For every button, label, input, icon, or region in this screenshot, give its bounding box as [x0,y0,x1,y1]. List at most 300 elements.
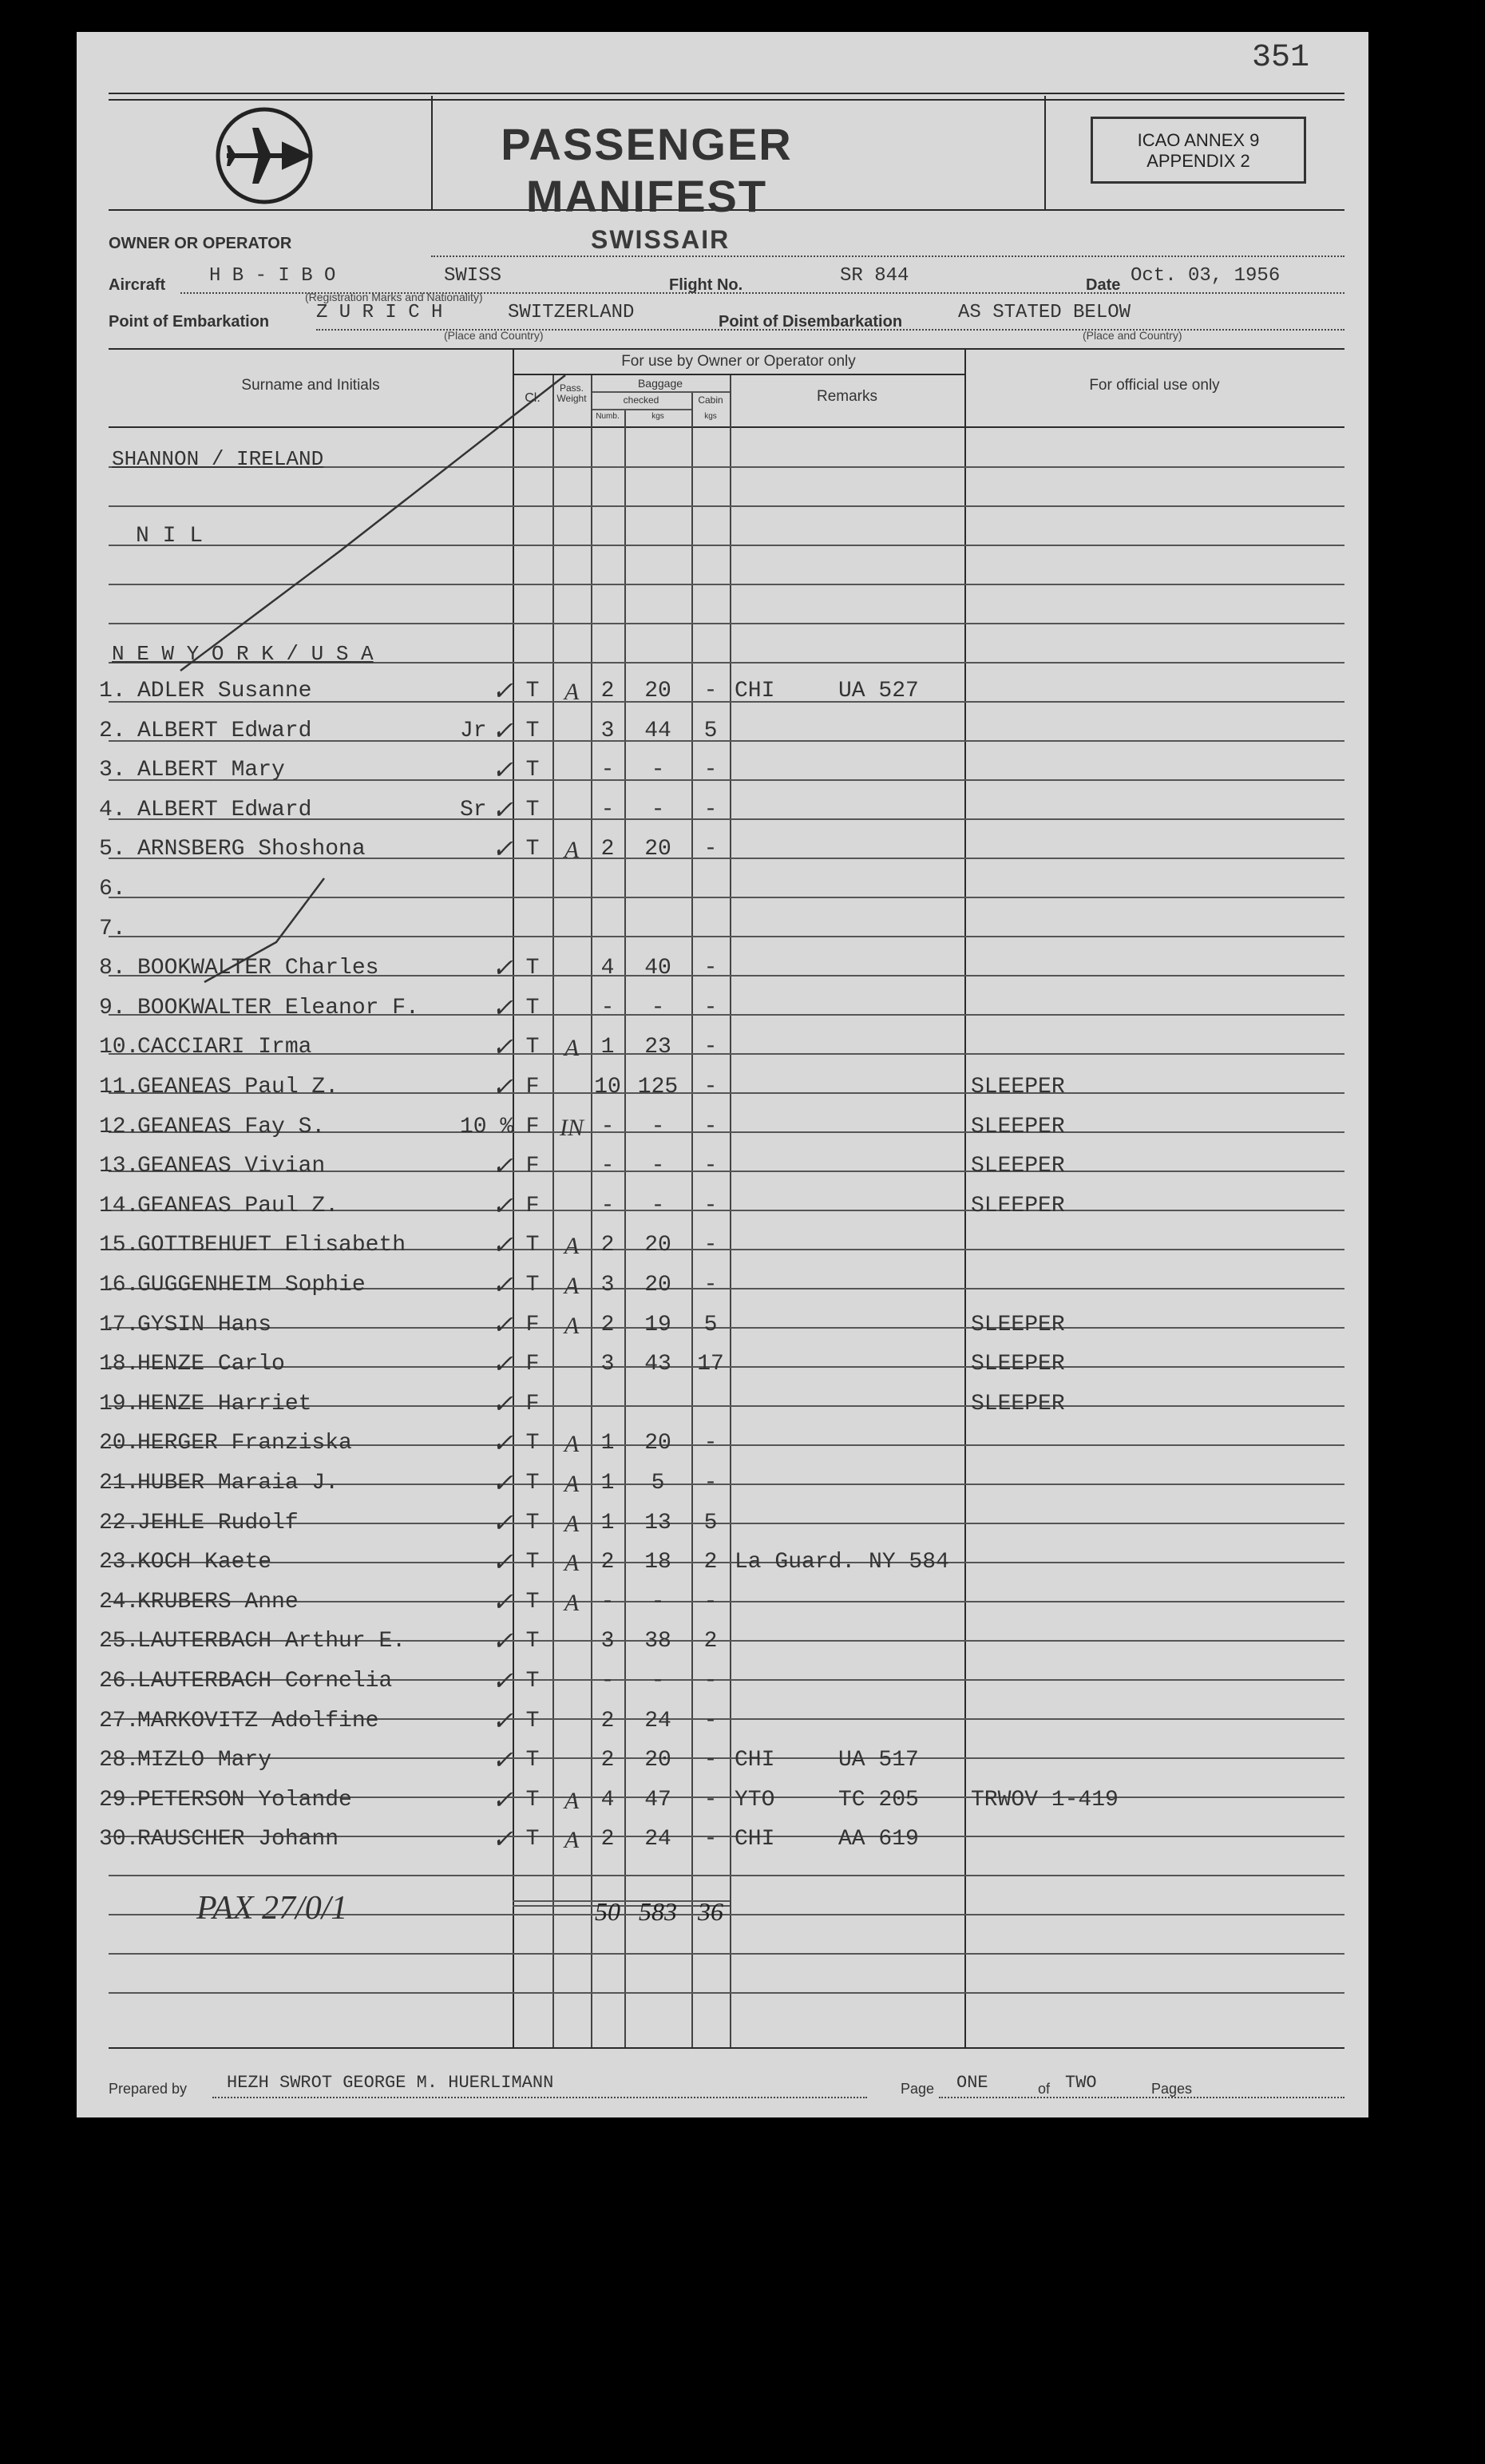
pass-weight: A [564,1313,580,1339]
cabin-kgs: - [703,758,718,782]
manifest-sheet [77,32,1368,2117]
passenger-name: GEANEAS Paul Z. [137,1075,339,1099]
owner-value: SWISSAIR [591,225,731,254]
total-numb: 50 [595,1897,620,1926]
official-use: SLEEPER [971,1075,1065,1099]
check-mark: ✓ [492,1706,513,1735]
baggage-numb: - [600,1194,615,1218]
dotted-rule [939,2097,1344,2098]
header-pass-weight: Pass. Weight [556,382,587,404]
baggage-kgs: 38 [644,1629,671,1654]
cabin-kgs: - [703,1035,718,1060]
cabin-kgs: - [703,996,718,1020]
passenger-name: HUBER Maraia J. [137,1471,339,1495]
passenger-name: MIZLO Mary [137,1748,272,1773]
flight-label: Flight No. [669,276,743,294]
embarkation-label: Point of Embarkation [109,313,270,331]
baggage-numb: - [600,798,615,822]
check-mark: ✓ [492,1032,513,1061]
baggage-numb: 2 [600,679,615,703]
official-use: SLEEPER [971,1194,1065,1218]
baggage-numb: 2 [600,1748,615,1773]
disembarkation-sub-label: (Place and Country) [1083,329,1182,342]
passenger-name: GEANEAS Paul Z. [137,1194,339,1218]
baggage-kgs: - [651,1669,665,1694]
section-nil: N I L [136,524,204,549]
passenger-class: T [525,1788,540,1812]
check-mark: ✓ [492,1508,513,1537]
passenger-name: ALBERT Edward [137,798,312,822]
table-row [77,1385,1368,1425]
baggage-kgs: 43 [644,1352,671,1377]
baggage-numb: 3 [600,1273,615,1297]
cabin-kgs: - [703,1669,718,1694]
passenger-number: 14. [99,1194,140,1218]
baggage-kgs: 5 [651,1471,665,1495]
passenger-class: T [525,1590,540,1614]
passenger-number: 6. [99,877,126,901]
form-title: PASSENGER MANIFEST [501,119,793,221]
passenger-class: T [525,1827,540,1852]
official-use: SLEEPER [971,1313,1065,1337]
pass-weight: A [564,837,580,863]
baggage-kgs: - [651,1154,665,1179]
passenger-name: ALBERT Edward [137,719,312,743]
check-mark: ✓ [492,1072,513,1101]
aircraft-registration: H B - I B O [209,265,336,287]
baggage-numb: 2 [600,837,615,862]
baggage-kgs: - [651,1590,665,1614]
pass-weight: A [564,1233,580,1259]
cabin-kgs: 2 [703,1629,718,1654]
date-value: Oct. 03, 1956 [1131,265,1281,287]
check-mark: ✓ [492,834,513,863]
baggage-kgs: 13 [644,1511,671,1535]
check-mark: ✓ [492,795,513,824]
table-row [77,1266,1368,1306]
section-shannon: SHANNON / IRELAND [112,447,324,471]
check-mark: ✓ [492,1824,513,1853]
check-mark: ✓ [492,1191,513,1220]
baggage-numb: 2 [600,1233,615,1258]
baggage-kgs: 20 [644,1748,671,1773]
passenger-number: 13. [99,1154,140,1179]
passenger-name: ARNSBERG Shoshona [137,837,366,862]
passenger-class: F [525,1154,540,1179]
table-row [77,1781,1368,1821]
passenger-number: 18. [99,1352,140,1377]
passenger-number: 21. [99,1471,140,1495]
passenger-number: 10. [99,1035,140,1060]
table-bottom-rule [109,2047,1344,2049]
pass-weight: A [564,1273,580,1299]
baggage-kgs: 19 [644,1313,671,1337]
cabin-kgs: - [703,837,718,862]
check-mark: ✓ [492,1626,513,1655]
baggage-kgs: 24 [644,1827,671,1852]
official-use: SLEEPER [971,1392,1065,1416]
row-rule [109,1953,1344,1955]
dotted-rule [212,2097,867,2098]
baggage-numb: - [600,1669,615,1694]
total-cabin: 36 [698,1897,723,1926]
remarks-city: CHI [735,679,775,703]
passenger-class: T [525,956,540,980]
pass-weight: A [564,1471,580,1497]
baggage-numb: - [600,1590,615,1614]
check-mark: ✓ [492,1785,513,1814]
header-checked: checked [623,394,659,406]
remarks-city: CHI [735,1748,775,1773]
baggage-numb: 4 [600,956,615,980]
embarkation-country: SWITZERLAND [508,302,635,323]
passenger-number: 3. [99,758,126,782]
passenger-name: ADLER Susanne [137,679,312,703]
check-mark: ✓ [492,1270,513,1299]
pass-weight: A [564,1788,580,1814]
check-mark: ✓ [492,953,513,982]
baggage-kgs: - [651,996,665,1020]
passenger-name: MARKOVITZ Adolfine [137,1709,379,1733]
passenger-class: F [525,1313,540,1337]
pass-weight: A [564,1827,580,1853]
handwritten-strokes [77,32,1368,990]
cabin-kgs: 5 [703,1511,718,1535]
table-row [77,1662,1368,1702]
passenger-number: 25. [99,1629,140,1654]
baggage-kgs: 44 [644,719,671,743]
pages-label: Pages [1151,2081,1193,2097]
passenger-class: T [525,1629,540,1654]
passenger-class: F [525,1194,540,1218]
icao-appendix: APPENDIX 2 [1146,151,1250,171]
baggage-numb: 2 [600,1827,615,1852]
cabin-kgs: - [703,1075,718,1099]
passenger-class: T [525,996,540,1020]
passenger-name: LAUTERBACH Arthur E. [137,1629,406,1654]
passenger-name: GOTTBEHUET Elisabeth [137,1233,406,1258]
passenger-name: GYSIN Hans [137,1313,272,1337]
official-use: SLEEPER [971,1154,1065,1179]
cabin-kgs: - [703,1748,718,1773]
check-mark: ✓ [492,1151,513,1180]
official-use: SLEEPER [971,1352,1065,1377]
baggage-numb: 1 [600,1035,615,1060]
baggage-numb: 1 [600,1431,615,1456]
page-label: Page [901,2081,935,2097]
passenger-class: T [525,798,540,822]
remarks-city: La Guard. NY 584 [735,1550,949,1575]
owner-label: OWNER OR OPERATOR [109,235,292,252]
cabin-kgs: - [703,956,718,980]
cabin-kgs: - [703,1233,718,1258]
passenger-class: T [525,837,540,862]
passenger-name: CACCIARI Irma [137,1035,312,1060]
passenger-number: 19. [99,1392,140,1416]
passenger-number: 20. [99,1431,140,1456]
check-mark: ✓ [492,755,513,784]
passenger-class: T [525,1748,540,1773]
passenger-number: 29. [99,1788,140,1812]
check-mark: ✓ [492,676,513,705]
header-baggage: Baggage [637,377,683,390]
aircraft-nationality: SWISS [444,265,502,287]
icao-annex: ICAO ANNEX 9 [1137,130,1260,150]
check-mark: ✓ [492,1666,513,1695]
passenger-class: T [525,1709,540,1733]
check-mark: ✓ [492,993,513,1022]
cabin-kgs: - [703,798,718,822]
baggage-kgs: 20 [644,837,671,862]
baggage-kgs: - [651,1115,665,1139]
baggage-kgs: 40 [644,956,671,980]
passenger-number: 8. [99,956,126,980]
passenger-name: HENZE Carlo [137,1352,285,1377]
page-number: 351 [1252,40,1310,76]
passenger-number: 4. [99,798,126,822]
passenger-class: T [525,1550,540,1575]
header-numb: Numb. [596,412,620,421]
row-rule [109,1875,1344,1876]
baggage-kgs: - [651,798,665,822]
page-value: ONE [956,2073,988,2093]
passenger-number: 7. [99,917,126,941]
table-row [77,1306,1368,1346]
pass-weight: A [564,679,580,705]
table-row [77,1583,1368,1623]
passenger-number: 11. [99,1075,140,1099]
passenger-name: GEANEAS Fay S. [137,1115,326,1139]
passenger-name: HERGER Franziska [137,1431,352,1456]
cabin-kgs: - [703,1273,718,1297]
of-label: of [1038,2081,1051,2097]
baggage-numb: 3 [600,1629,615,1654]
cabin-kgs: 2 [703,1550,718,1575]
remarks-flight: UA 517 [838,1748,919,1773]
cabin-kgs: - [703,679,718,703]
passenger-name: KRUBERS Anne [137,1590,299,1614]
passenger-class: T [525,1273,540,1297]
baggage-kgs: 125 [637,1075,679,1099]
cabin-kgs: - [703,1154,718,1179]
baggage-kgs: 20 [644,1273,671,1297]
passenger-number: 5. [99,837,126,862]
table-row [77,1820,1368,1860]
flight-number: SR 844 [840,265,909,287]
section-new-york: N E W Y O R K / U S A [112,642,374,666]
passenger-number: 26. [99,1669,140,1694]
passenger-number: 9. [99,996,126,1020]
baggage-kgs: - [651,758,665,782]
passenger-number: 30. [99,1827,140,1852]
passenger-number: 24. [99,1590,140,1614]
check-mark: ✓ [492,1230,513,1259]
cabin-kgs: - [703,1788,718,1812]
baggage-numb: 2 [600,1550,615,1575]
baggage-kgs: - [651,1194,665,1218]
passenger-name: PETERSON Yolande [137,1788,352,1812]
prepared-value: HEZH SWROT GEORGE M. HUERLIMANN [227,2073,554,2093]
passenger-class: F [525,1115,540,1139]
passenger-number: 28. [99,1748,140,1773]
table-row [77,1147,1368,1187]
table-row [77,1504,1368,1544]
passenger-class: T [525,758,540,782]
cabin-kgs: - [703,1827,718,1852]
passenger-number: 27. [99,1709,140,1733]
remarks-city: YTO [735,1788,775,1812]
passenger-number: 1. [99,679,126,703]
baggage-numb: 1 [600,1511,615,1535]
header-official: For official use only [1089,377,1220,394]
check-mark: ✓ [492,716,513,745]
official-use: TRWOV 1-419 [971,1788,1119,1812]
cabin-kgs: 5 [703,719,718,743]
remarks-flight: TC 205 [838,1788,919,1812]
baggage-numb: - [600,1154,615,1179]
passenger-suffix: 10 % [460,1115,514,1139]
baggage-kgs: 47 [644,1788,671,1812]
passenger-class: T [525,1471,540,1495]
baggage-kgs: 20 [644,679,671,703]
passenger-suffix: Sr [460,798,487,822]
header-kgs-cabin: kgs [704,412,717,421]
passenger-number: 22. [99,1511,140,1535]
cabin-kgs: - [703,1115,718,1139]
baggage-numb: 3 [600,719,615,743]
passenger-class: T [525,1233,540,1258]
passenger-class: T [525,1035,540,1060]
passenger-name: BOOKWALTER Eleanor F. [137,996,419,1020]
passenger-class: T [525,1511,540,1535]
header-kgs: kgs [651,412,664,421]
passenger-name: RAUSCHER Johann [137,1827,339,1852]
baggage-kgs: 20 [644,1233,671,1258]
pass-weight: IN [560,1115,584,1141]
disembarkation-label: Point of Disembarkation [719,313,903,331]
baggage-numb: 3 [600,1352,615,1377]
baggage-kgs: 23 [644,1035,671,1060]
baggage-numb: 4 [600,1788,615,1812]
check-mark: ✓ [492,1389,513,1418]
embarkation-city: Z U R I C H [316,302,443,323]
passenger-name: BOOKWALTER Charles [137,956,379,980]
table-row [77,1543,1368,1583]
table-row [77,1187,1368,1227]
pass-weight: A [564,1590,580,1616]
passenger-class: F [525,1075,540,1099]
passenger-number: 23. [99,1550,140,1575]
passenger-number: 16. [99,1273,140,1297]
header-remarks: Remarks [816,388,877,405]
pass-weight: A [564,1550,580,1576]
baggage-numb: - [600,758,615,782]
table-row [77,1028,1368,1068]
passenger-class: F [525,1392,540,1416]
baggage-numb: 2 [600,1313,615,1337]
cabin-kgs: - [703,1709,718,1733]
baggage-numb: 10 [594,1075,621,1099]
passenger-number: 12. [99,1115,140,1139]
passenger-number: 2. [99,719,126,743]
prepared-label: Prepared by [109,2081,188,2097]
remarks-flight: AA 619 [838,1827,919,1852]
baggage-numb: - [600,1115,615,1139]
date-label: Date [1086,276,1121,294]
baggage-kgs: 18 [644,1550,671,1575]
disembarkation-value: AS STATED BELOW [958,302,1131,323]
check-mark: ✓ [492,1349,513,1378]
passenger-name: JEHLE Rudolf [137,1511,299,1535]
table-row [77,1464,1368,1504]
check-mark: ✓ [492,1547,513,1576]
table-row [77,1108,1368,1148]
baggage-numb: - [600,996,615,1020]
header-class: Cl. [525,391,541,405]
passenger-class: T [525,719,540,743]
cabin-kgs: 17 [697,1352,724,1377]
check-mark: ✓ [492,1587,513,1616]
baggage-kgs: 20 [644,1431,671,1456]
passenger-class: T [525,1431,540,1456]
passenger-name: GUGGENHEIM Sophie [137,1273,366,1297]
passenger-suffix: Jr [460,719,487,743]
passenger-name: KOCH Kaete [137,1550,272,1575]
pass-weight: A [564,1431,580,1457]
cabin-kgs: - [703,1194,718,1218]
passenger-number: 15. [99,1233,140,1258]
table-row [77,1345,1368,1385]
total-kgs: 583 [639,1897,677,1926]
passenger-class: T [525,679,540,703]
baggage-kgs: 24 [644,1709,671,1733]
table-row [77,1068,1368,1108]
remarks-city: CHI [735,1827,775,1852]
table-row [77,1741,1368,1781]
aircraft-label: Aircraft [109,276,166,294]
remarks-flight: UA 527 [838,679,919,703]
passenger-name: ALBERT Mary [137,758,285,782]
passenger-name: LAUTERBACH Cornelia [137,1669,393,1694]
table-row [77,989,1368,1029]
table-row [77,1424,1368,1464]
of-value: TWO [1065,2073,1097,2093]
cabin-kgs: - [703,1590,718,1614]
baggage-numb: 1 [600,1471,615,1495]
passenger-class: F [525,1352,540,1377]
header-operator-only: For use by Owner or Operator only [621,353,856,370]
official-use: SLEEPER [971,1115,1065,1139]
cabin-kgs: - [703,1431,718,1456]
embarkation-sub-label: (Place and Country) [444,329,544,342]
table-row [77,1622,1368,1662]
passenger-number: 17. [99,1313,140,1337]
row-rule [109,1992,1344,1994]
pax-total: PAX 27/0/1 [196,1890,348,1927]
check-mark: ✓ [492,1745,513,1774]
header-cabin: Cabin [698,394,723,406]
check-mark: ✓ [492,1310,513,1339]
passenger-class: T [525,1669,540,1694]
baggage-numb: 2 [600,1709,615,1733]
cabin-kgs: 5 [703,1313,718,1337]
passenger-name: HENZE Harriet [137,1392,312,1416]
pass-weight: A [564,1511,580,1537]
check-mark: ✓ [492,1468,513,1497]
header-surname: Surname and Initials [241,377,380,394]
aircraft-sub-label: (Registration Marks and Nationality) [305,291,483,303]
passenger-name: GEANEAS Vivian [137,1154,326,1179]
